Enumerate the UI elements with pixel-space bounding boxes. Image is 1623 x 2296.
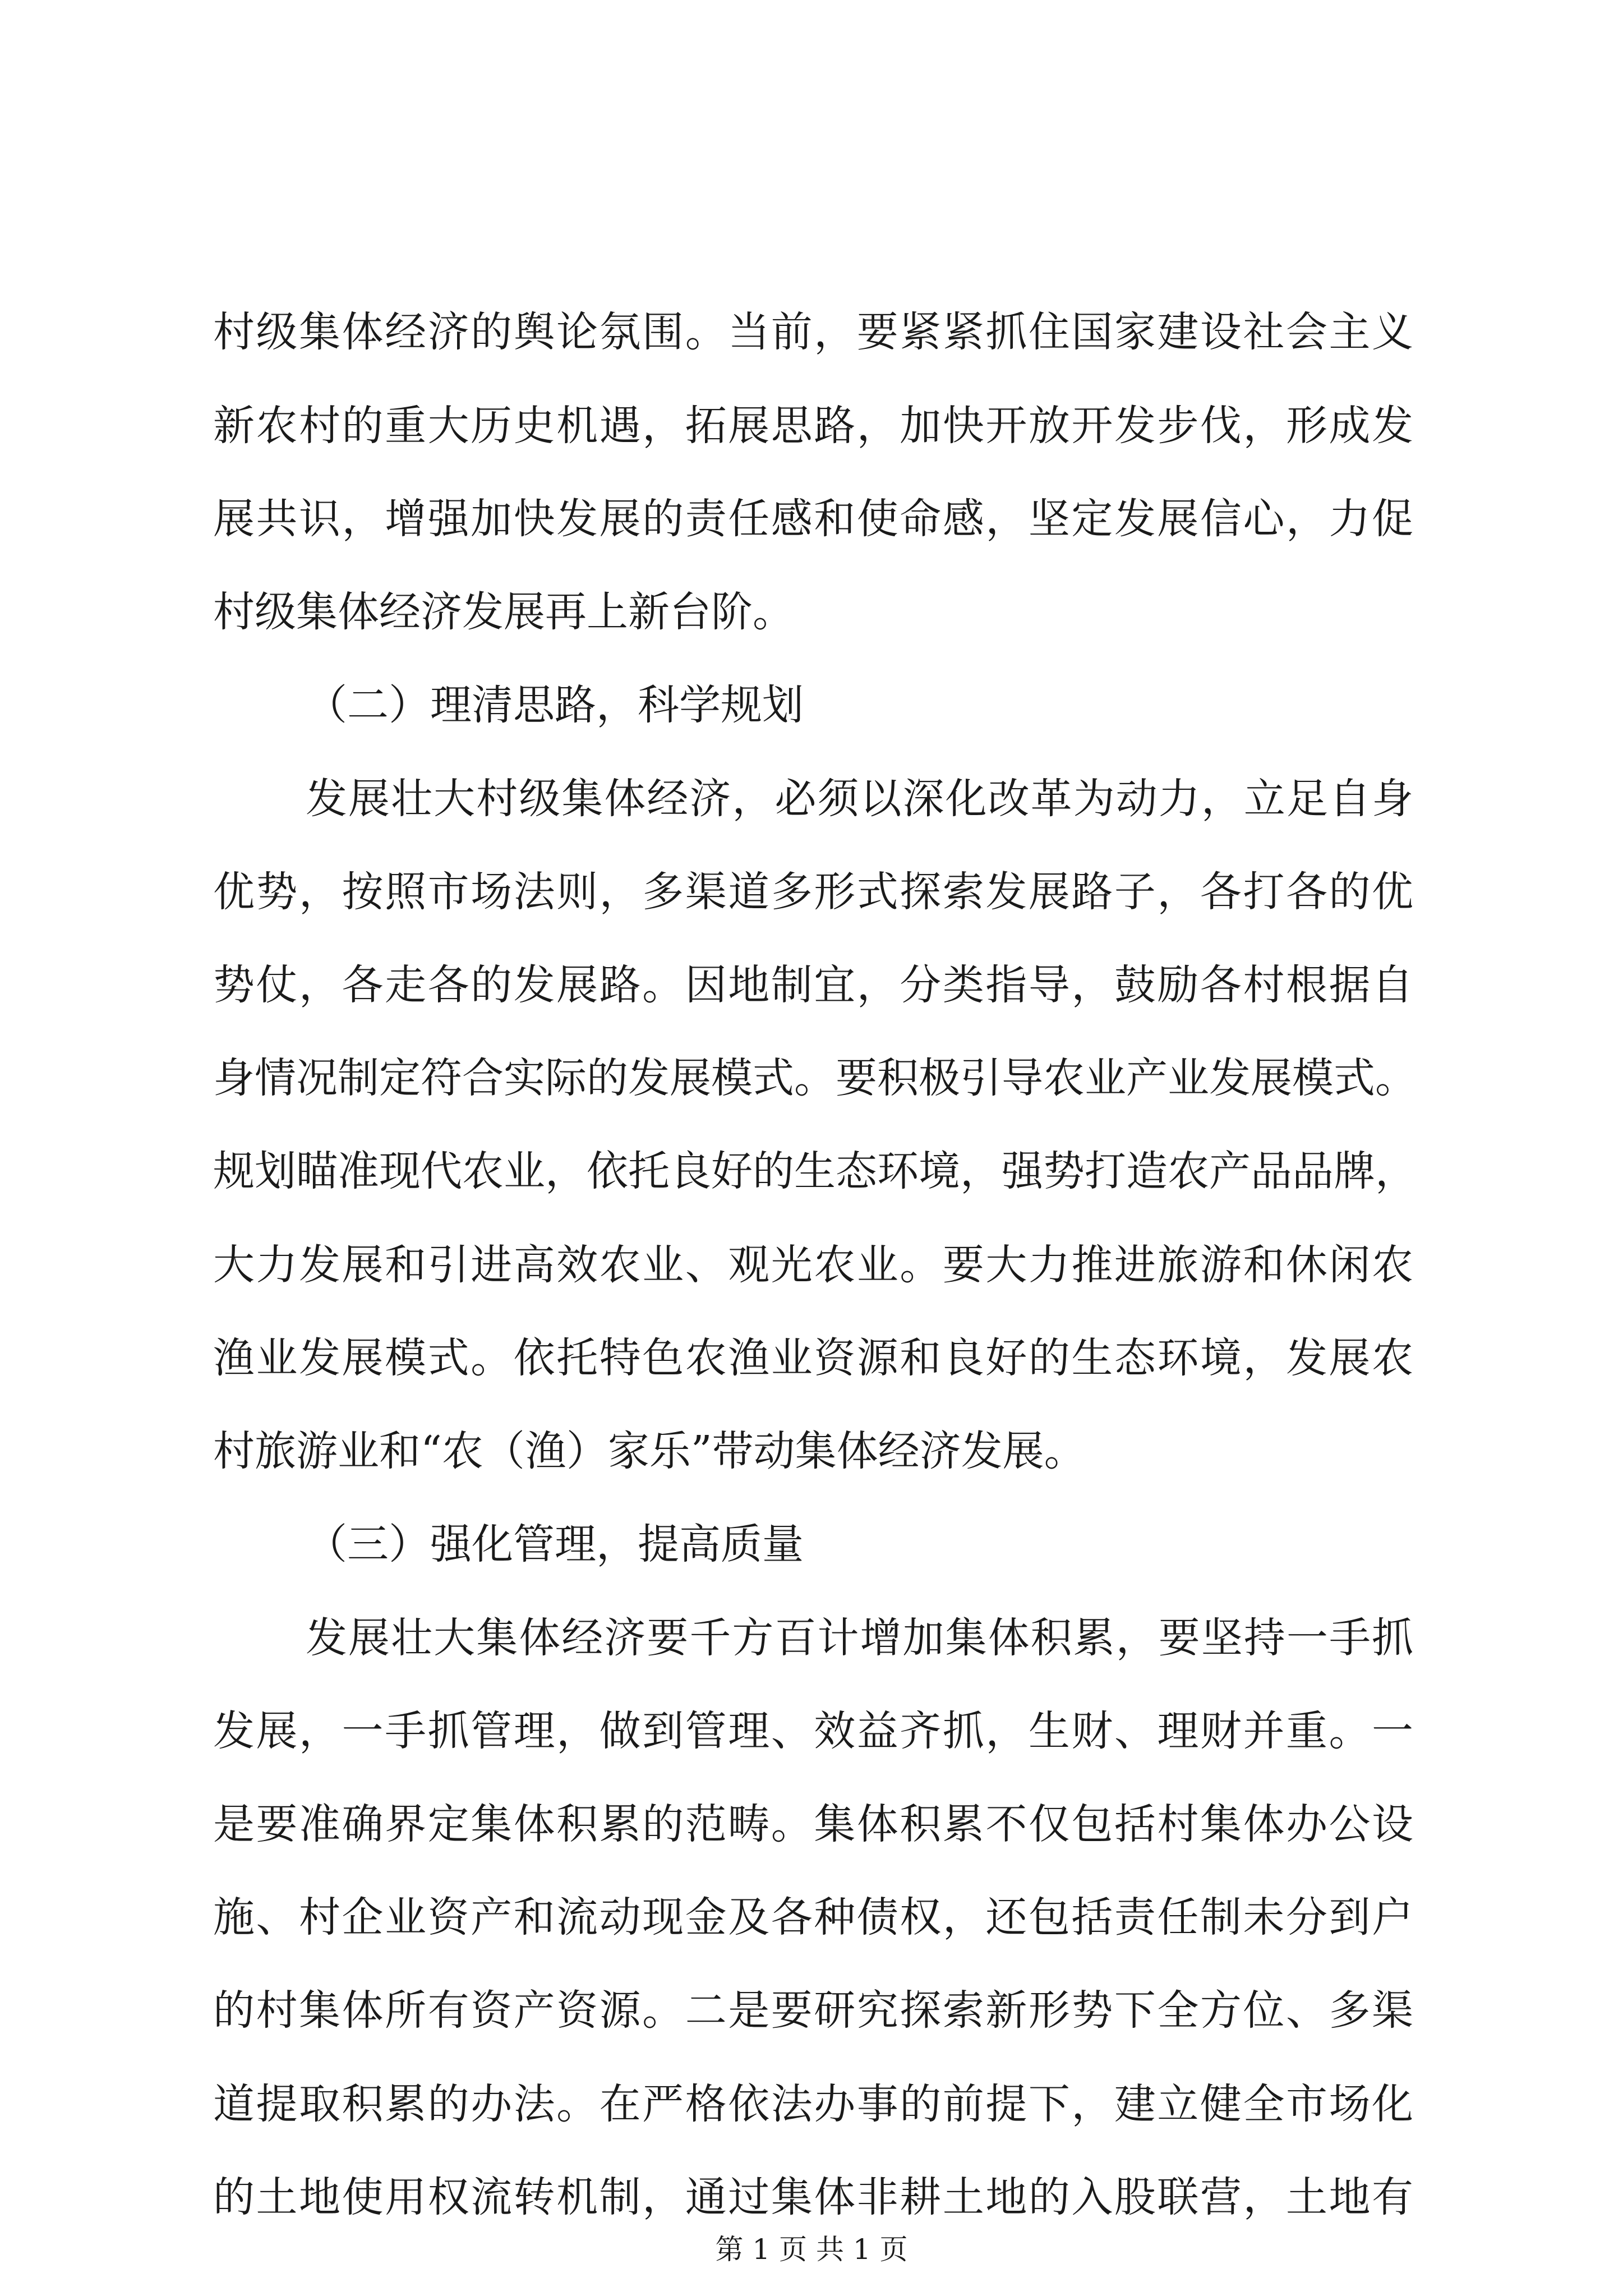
text-line: 发展壮大村级集体经济，必须以深化改革为动力，立足自身 xyxy=(306,775,1413,823)
text-line: 道提取积累的办法。在严格依法办事的前提下，建立健全市场化 xyxy=(213,2080,1413,2128)
section-heading: （二）理清思路，科学规划 xyxy=(306,681,804,729)
text-line: 新农村的重大历史机遇，拓展思路，加快开放开发步伐，形成发 xyxy=(213,402,1413,450)
text-line: 发展，一手抓管理，做到管理、效益齐抓，生财、理财并重。一 xyxy=(213,1707,1413,1755)
section-heading: （三）强化管理，提高质量 xyxy=(306,1520,804,1568)
page-footer: 第 1 页 共 1 页 xyxy=(715,2233,908,2266)
text-line: 是要准确界定集体积累的范畴。集体积累不仅包括村集体办公设 xyxy=(213,1800,1413,1848)
text-line: 的村集体所有资产资源。二是要研究探索新形势下全方位、多渠 xyxy=(213,1986,1413,2035)
text-line: 的土地使用权流转机制，通过集体非耕土地的入股联营，土地有 xyxy=(213,2173,1413,2221)
text-line: 村级集体经济发展再上新台阶。 xyxy=(213,588,794,636)
text-line: 规划瞄准现代农业，依托良好的生态环境，强势打造农产品品牌， xyxy=(213,1147,1417,1195)
text-line: 村旅游业和“农（渔）家乐”带动集体经济发展。 xyxy=(213,1427,1086,1475)
text-line: 施、村企业资产和流动现金及各种债权，还包括责任制未分到户 xyxy=(213,1893,1413,1941)
text-line: 大力发展和引进高效农业、观光农业。要大力推进旅游和休闲农 xyxy=(213,1241,1413,1289)
text-line: 展共识，增强加快发展的责任感和使命感，坚定发展信心，力促 xyxy=(213,495,1413,543)
text-line: 村级集体经济的舆论氛围。当前，要紧紧抓住国家建设社会主义 xyxy=(213,308,1413,356)
text-line: 势仗，各走各的发展路。因地制宜，分类指导，鼓励各村根据自 xyxy=(213,961,1413,1009)
text-line: 身情况制定符合实际的发展模式。要积极引导农业产业发展模式。 xyxy=(213,1054,1417,1102)
text-line: 发展壮大集体经济要千方百计增加集体积累，要坚持一手抓 xyxy=(306,1614,1413,1662)
text-line: 优势，按照市场法则，多渠道多形式探索发展路子，各打各的优 xyxy=(213,868,1413,916)
text-line: 渔业发展模式。依托特色农渔业资源和良好的生态环境，发展农 xyxy=(213,1334,1413,1382)
